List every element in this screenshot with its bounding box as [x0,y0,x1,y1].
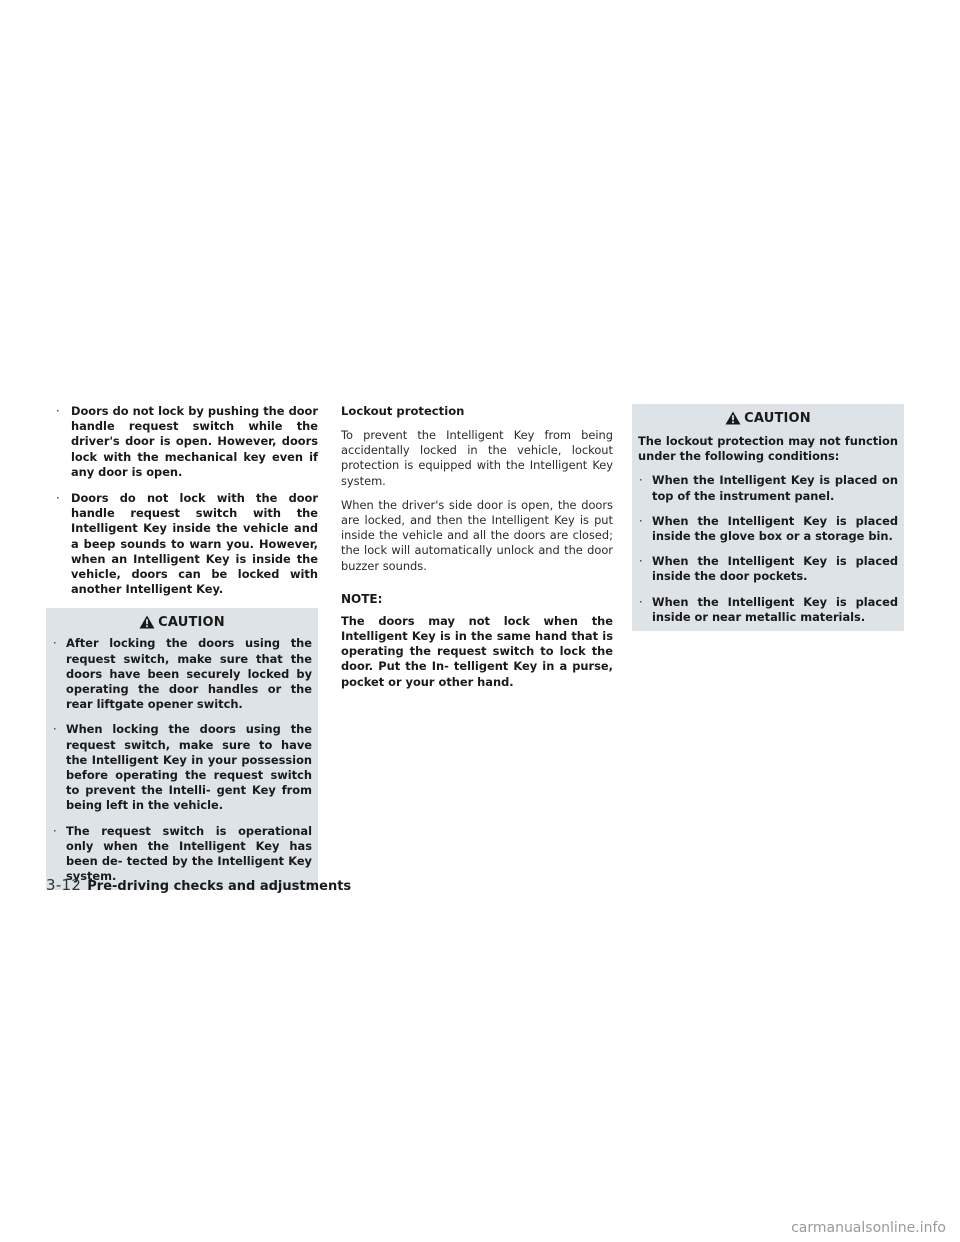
list-item: · When the Intelligent Key is placed inside the door pockets. [639,554,898,584]
section-heading: Lockout protection [341,404,465,418]
caution-intro: The lockout protection may not function under the following conditions: [638,434,898,464]
bullet-dot: · [639,473,643,488]
page-footer [46,876,351,894]
note-title: NOTE: [341,591,383,606]
bullet-dot: · [639,513,643,528]
caution-box [46,608,318,890]
warning-triangle-icon [725,411,741,425]
list-item: · When the Intelligent Key is placed inside the glove box or a storage bin. [639,513,898,544]
bullet-dot: · [639,594,643,609]
caution-list [52,636,312,884]
list-item: · The request switch is operational only when the Intelligent Key has been de- tected by the Intelligent Key system. [53,823,312,884]
bullet-dot: · [56,491,60,506]
middle-column [341,404,613,690]
caution-title: CAUTION [744,410,811,426]
warning-triangle-icon [139,615,155,629]
bullet-dot: · [53,823,57,838]
list-item: · When locking the doors using the request switch, make sure to have the Intelligent Key in your possession before operating the request switch to prevent the Intelli- gent Key from being left in the vehicle. [53,722,312,813]
list-item: · When the Intelligent Key is placed on top of the instrument panel. [639,473,898,503]
bullet-dot: · [56,404,60,418]
page-number: 3-12 [46,876,82,894]
caution-list [638,473,898,625]
list-item: · Doors do not lock by pushing the door handle request switch while the driver's door is open. However, doors lock with the mechanical key even if any door is open. [56,404,318,479]
bullet-dot: · [639,554,643,569]
caution-title: CAUTION [158,614,225,630]
right-column [632,404,904,631]
section-title: Pre-driving checks and adjustments [87,879,352,894]
bullet-dot: · [53,636,57,651]
caution-header [638,404,898,432]
door-lock-notes [46,404,318,597]
list-item: · When the Intelligent Key is placed inside or near metallic materials. [639,594,898,624]
list-item: · Doors do not lock with the door handle request switch with the Intelligent Key inside the vehicle and a beep sounds to warn you. However, when an Intelligent Key is inside the vehicle, doors can be locked with another Intelligent Key. [56,491,318,597]
caution-header [52,608,312,636]
bullet-dot: · [53,722,57,737]
watermark: carmanualsonline.info [791,1220,946,1236]
paragraph: When the driver's side door is open, the doors are locked, and then the Intelligent Key is put inside the vehicle and all the doors are closed; the lock will automatically unlock and the door buzzer sounds. [341,497,613,573]
left-column [46,404,318,890]
note-body: The doors may not lock when the Intelligent Key is in the same hand that is operating the request switch to lock the door. Put the In- telligent Key in a purse, pocket or your other hand. [341,613,613,689]
list-item: · After locking the doors using the request switch, make sure that the doors have been securely locked by operating the door handles or the rear liftgate opener switch. [53,636,312,712]
paragraph: To prevent the Intelligent Key from being accidentally locked in the vehicle, lockout protection is equipped with the Intelligent Key system. [341,428,613,488]
caution-box [632,404,904,631]
